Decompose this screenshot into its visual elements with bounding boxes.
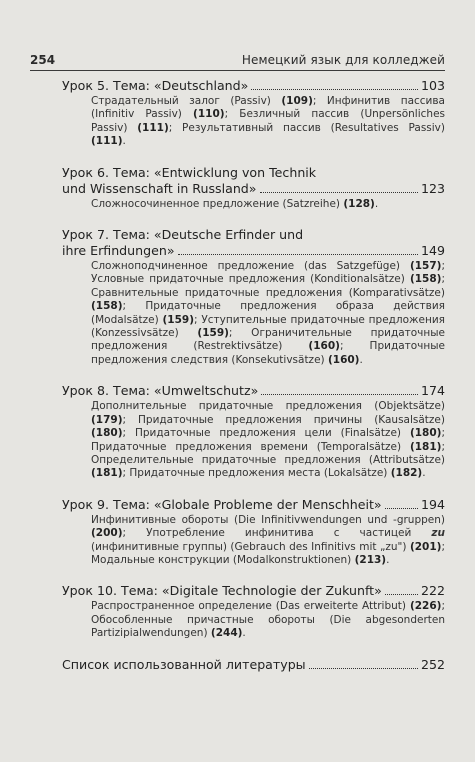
description-text: ; Придаточные предложения причины (Kausalsätze) <box>122 413 445 426</box>
dot-leader <box>385 594 418 595</box>
toc-entry <box>62 227 445 367</box>
page-ref: (160) <box>308 340 340 353</box>
dot-leader <box>385 508 418 509</box>
toc-title-text: Урок 5. Тема: «Deutschland» <box>62 78 249 93</box>
toc-entry-title <box>62 227 445 259</box>
toc-title-text: und Wissenschaft in Russland» <box>62 180 257 196</box>
description-text: ; Модальные конструкции (Modalkonstruktionen) <box>91 540 445 566</box>
toc-entry <box>62 383 445 480</box>
description-text: ; Определительные придаточные предложения (Attributsätze) <box>91 440 445 466</box>
description-text: ; Употребление инфинитива с частицей <box>122 527 432 540</box>
dot-leader <box>261 394 418 395</box>
description-text: Сложносочиненное предложение (Satzreihe) <box>91 197 344 210</box>
page-ref: (160) <box>327 353 360 366</box>
page-ref: (226) <box>409 600 442 613</box>
description-text: . <box>242 627 246 640</box>
toc-page-number: 174 <box>420 383 445 399</box>
description-text: ; Ограничительные придаточные предложения (Restrektivsätze) <box>91 327 446 353</box>
page-ref: (180) <box>409 427 442 440</box>
page-ref: (182) <box>390 467 423 480</box>
description-text: . <box>386 553 390 566</box>
table-of-contents <box>62 78 445 689</box>
running-header <box>30 45 445 71</box>
toc-title-line: Урок 7. Тема: «Deutsche Erfinder und <box>62 227 304 243</box>
toc-page-number: 123 <box>420 180 445 196</box>
toc-entry-description <box>91 260 445 367</box>
description-text: (инфинитивные группы) (Gebrauch des Infinitivs mit „zu") <box>91 540 410 553</box>
toc-page-number: 103 <box>420 78 445 93</box>
toc-title-text: Урок 8. Тема: «Umweltschutz» <box>62 383 259 399</box>
toc-entry-description <box>91 514 445 568</box>
toc-entry-description <box>91 198 445 211</box>
description-text: . <box>374 197 379 210</box>
page-ref: (159) <box>197 327 229 340</box>
description-text: ; Обособленные причастные обороты (Die abgesonderten Partizipialwendungen) <box>91 600 445 640</box>
toc-entry-description <box>91 95 445 149</box>
description-text: ; Придаточные предложения цели (Finalsätze) <box>122 427 410 440</box>
description-text: ; Результативный пассив (Resultatives Passiv) <box>168 121 445 134</box>
toc-entry-description <box>91 600 445 640</box>
toc-entry-title <box>62 583 445 599</box>
toc-entry-description <box>91 400 445 480</box>
toc-title-row <box>62 383 445 399</box>
description-text: ; Инфинитив пассива (Infinitiv Passiv) <box>91 95 445 121</box>
page-ref: (179) <box>91 413 123 426</box>
toc-title-row <box>62 243 445 259</box>
dot-leader <box>260 192 418 193</box>
toc-title-row <box>62 657 445 673</box>
page-ref: (213) <box>354 553 387 566</box>
description-text: . <box>359 353 363 366</box>
dot-leader <box>309 668 418 669</box>
toc-page-number: 149 <box>420 243 445 259</box>
page-ref: (180) <box>91 427 123 440</box>
toc-entry-title <box>62 383 445 399</box>
running-title: Немецкий язык для колледжей <box>241 53 445 67</box>
bibliography-title: Список использованной литературы <box>62 656 306 672</box>
emphasis-text: zu <box>431 527 445 540</box>
toc-entry <box>62 78 445 149</box>
description-text: ; Придаточные предложения места (Lokalsätze) <box>122 467 391 480</box>
description-text: Инфинитивные обороты (Die Infinitivwendungen und -gruppen) <box>91 513 445 526</box>
toc-title-row <box>62 497 445 513</box>
page-ref: (201) <box>409 540 442 553</box>
toc-page-number: 252 <box>420 656 445 672</box>
page-ref: (244) <box>210 627 243 640</box>
page-ref: (157) <box>409 260 442 273</box>
page-ref: (158) <box>409 273 442 286</box>
toc-title-line: Урок 6. Тема: «Entwicklung von Technik <box>62 164 317 180</box>
toc-entry <box>62 583 445 640</box>
description-text: ; Безличный пассив (Unpersönliches Passiv) <box>91 108 445 134</box>
page-ref: (111) <box>91 135 123 148</box>
page-ref: (181) <box>409 440 442 453</box>
description-text: ; Придаточные предложения образа действия (Modalsätze) <box>91 300 445 326</box>
description-text: ; Придаточные предложения времени (Temporalsätze) <box>91 427 445 453</box>
page-number: 254 <box>30 53 56 67</box>
toc-entry <box>62 165 445 211</box>
toc-title-text: Урок 10. Тема: «Digitale Technologie der Zukunft» <box>62 583 382 599</box>
toc-page-number: 194 <box>420 496 445 512</box>
description-text: ; Условные придаточные предложения (Konditionalsätze) <box>91 260 445 286</box>
toc-entry-title <box>62 165 445 197</box>
description-text: Сложноподчиненное предложение (das Satzgefüge) <box>91 260 410 273</box>
description-text: Дополнительные придаточные предложения (Objektsätze) <box>91 400 445 413</box>
page-ref: (109) <box>281 95 313 107</box>
dot-leader <box>251 89 418 90</box>
toc-title-text: ihre Erfindungen» <box>62 243 175 259</box>
description-text: Страдательный залог (Passiv) <box>91 95 282 107</box>
description-text: ; Сравнительные придаточные предложения (Komparativsätze) <box>91 273 445 299</box>
page-ref: (111) <box>137 121 169 134</box>
toc-entry-title <box>62 78 445 94</box>
toc-entry-bibliography <box>62 657 445 673</box>
page-ref: (110) <box>193 108 225 121</box>
page-ref: (128) <box>343 197 375 210</box>
toc-entry <box>62 497 445 568</box>
toc-title-row <box>62 181 445 197</box>
page-ref: (159) <box>162 313 195 326</box>
page-ref: (158) <box>91 300 123 313</box>
page-ref: (181) <box>91 467 123 480</box>
description-text: ; Уступительные придаточные предложения (Konzessivsätze) <box>91 313 445 340</box>
description-text: Распространенное определение (Das erweiterte Attribut) <box>91 600 410 613</box>
dot-leader <box>178 254 418 255</box>
description-text: . <box>422 467 426 480</box>
toc-title-row <box>62 78 445 94</box>
toc-entry-title <box>62 497 445 513</box>
page-ref: (200) <box>91 527 123 540</box>
toc-title-text: Урок 9. Тема: «Globale Probleme der Menschheit» <box>62 496 382 512</box>
description-text: ; Придаточные предложения следствия (Konsekutivsätze) <box>91 340 445 366</box>
toc-page-number: 222 <box>420 583 445 599</box>
description-text: . <box>122 135 126 148</box>
toc-title-row <box>62 583 445 599</box>
